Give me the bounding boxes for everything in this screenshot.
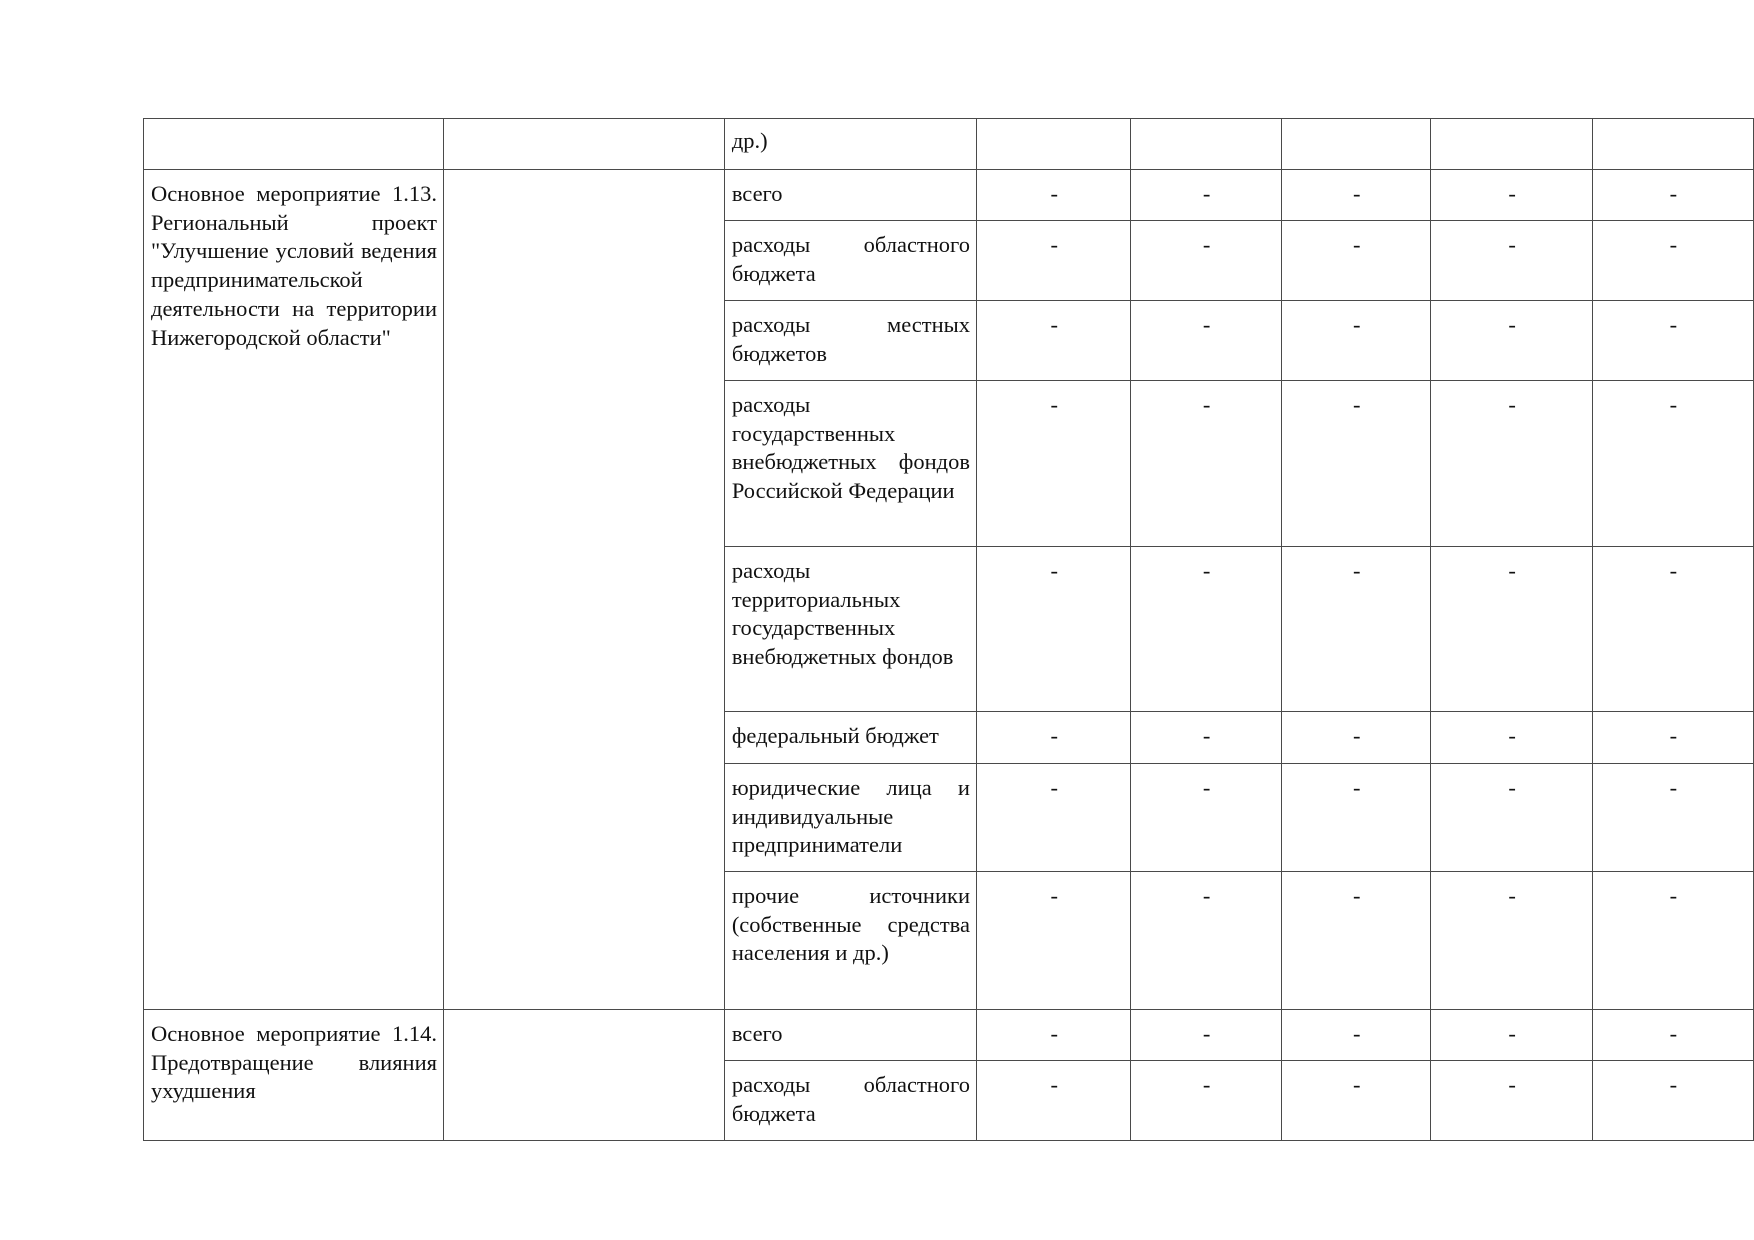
value-cell: -: [1431, 764, 1592, 872]
value-cell: [1431, 119, 1592, 170]
event-name-cell-1-14: Основное мероприятие 1.14. Предотвращение влияния ухудшения: [144, 1010, 444, 1141]
source-label: расходы областного бюджета: [724, 1061, 976, 1141]
value-cell: -: [1281, 301, 1431, 381]
value-cell: -: [1431, 1010, 1592, 1061]
value-cell: -: [1592, 547, 1753, 712]
responsible-cell: [444, 170, 725, 1010]
value-cell: -: [1592, 872, 1753, 1010]
value-cell: -: [1431, 547, 1592, 712]
value-cell: -: [1281, 712, 1431, 764]
source-label: прочие источники (собственные средства населения и др.): [724, 872, 976, 1010]
value-cell: -: [1431, 872, 1592, 1010]
value-cell: -: [1592, 381, 1753, 547]
value-cell: -: [1131, 712, 1282, 764]
value-cell: [1281, 119, 1431, 170]
responsible-cell: [444, 119, 725, 170]
value-cell: -: [976, 301, 1130, 381]
value-cell: -: [1592, 1010, 1753, 1061]
table-row: [144, 170, 1754, 221]
responsible-cell: [444, 1010, 725, 1141]
value-cell: -: [1131, 764, 1282, 872]
value-cell: -: [1592, 221, 1753, 301]
value-cell: -: [1281, 547, 1431, 712]
source-label: расходы местных бюджетов: [724, 301, 976, 381]
value-cell: -: [1431, 301, 1592, 381]
value-cell: -: [976, 1010, 1130, 1061]
value-cell: -: [1431, 712, 1592, 764]
table-row: [144, 1010, 1754, 1061]
value-cell: -: [1592, 764, 1753, 872]
value-cell: -: [1131, 301, 1282, 381]
source-label: расходы государственных внебюджетных фондов Российской Федерации: [724, 381, 976, 547]
value-cell: -: [1131, 1061, 1282, 1141]
financing-table: [143, 118, 1754, 1141]
value-cell: -: [1281, 764, 1431, 872]
value-cell: -: [976, 872, 1130, 1010]
value-cell: -: [1281, 1061, 1431, 1141]
value-cell: -: [1592, 1061, 1753, 1141]
value-cell: [976, 119, 1130, 170]
value-cell: -: [1131, 872, 1282, 1010]
value-cell: -: [976, 221, 1130, 301]
value-cell: -: [1431, 381, 1592, 547]
source-label: расходы областного бюджета: [724, 221, 976, 301]
value-cell: -: [1131, 547, 1282, 712]
value-cell: -: [976, 1061, 1130, 1141]
source-label: юридические лица и индивидуальные предприниматели: [724, 764, 976, 872]
value-cell: -: [1431, 170, 1592, 221]
event-name-cell: [144, 119, 444, 170]
source-label: всего: [724, 1010, 976, 1061]
value-cell: -: [976, 712, 1130, 764]
value-cell: -: [1131, 170, 1282, 221]
value-cell: -: [1281, 1010, 1431, 1061]
value-cell: [1131, 119, 1282, 170]
value-cell: -: [1281, 170, 1431, 221]
value-cell: -: [976, 381, 1130, 547]
value-cell: -: [1131, 1010, 1282, 1061]
value-cell: -: [976, 764, 1130, 872]
value-cell: -: [1281, 381, 1431, 547]
value-cell: -: [1131, 221, 1282, 301]
value-cell: -: [976, 170, 1130, 221]
value-cell: [1592, 119, 1753, 170]
event-name-cell-1-13: Основное мероприятие 1.13. Региональный проект "Улучшение условий ведения предпринимательской деятельности на территории Нижегородской области": [144, 170, 444, 1010]
value-cell: -: [1592, 170, 1753, 221]
value-cell: -: [1281, 872, 1431, 1010]
source-cell: др.): [724, 119, 976, 170]
value-cell: -: [1431, 221, 1592, 301]
table-row-continuation: [144, 119, 1754, 170]
value-cell: -: [976, 547, 1130, 712]
value-cell: -: [1281, 221, 1431, 301]
value-cell: -: [1592, 301, 1753, 381]
source-label: всего: [724, 170, 976, 221]
source-label: расходы территориальных государственных внебюджетных фондов: [724, 547, 976, 712]
value-cell: -: [1431, 1061, 1592, 1141]
value-cell: -: [1592, 712, 1753, 764]
value-cell: -: [1131, 381, 1282, 547]
source-label: федеральный бюджет: [724, 712, 976, 764]
